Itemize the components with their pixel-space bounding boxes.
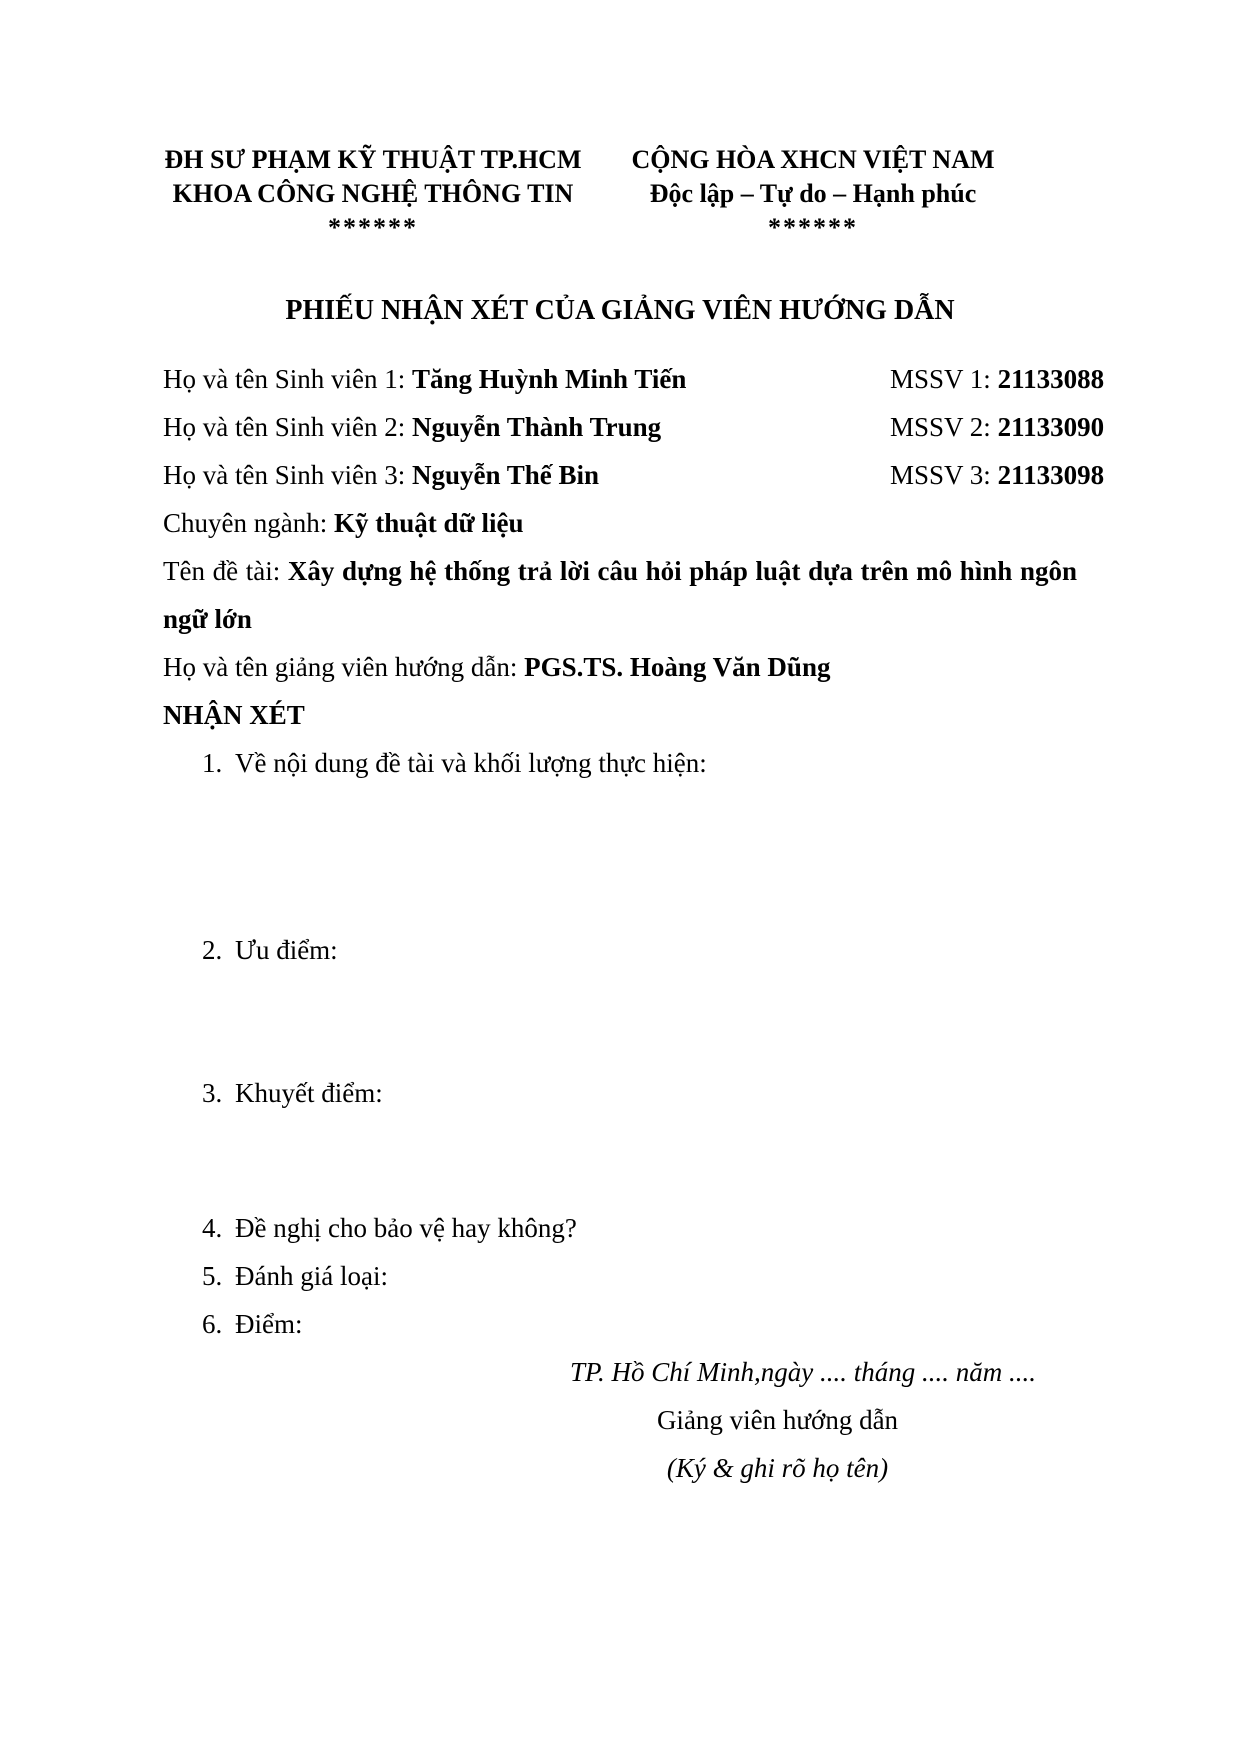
header-right-separator: ****** (768, 213, 858, 242)
list-item-5 (163, 1252, 1077, 1300)
mssv-2-value: 21133090 (997, 412, 1105, 442)
item-5-number: 5. (202, 1261, 223, 1291)
student-3 (163, 451, 890, 499)
major-line (163, 499, 1077, 547)
list-item-4 (163, 1204, 1077, 1252)
list-item-6 (163, 1300, 1077, 1348)
item-6-number: 6. (202, 1309, 223, 1339)
item-4-number: 4. (202, 1213, 223, 1243)
header-left-separator: ****** (328, 213, 418, 242)
section-heading: NHẬN XÉT (163, 700, 305, 730)
major-value: Kỹ thuật dữ liệu (333, 508, 524, 538)
student-2-label: Họ và tên Sinh viên 2: (163, 412, 412, 442)
signer-role: Giảng viên hướng dẫn (656, 1405, 899, 1435)
page-title: PHIẾU NHẬN XÉT CỦA GIẢNG VIÊN HƯỚNG DẪN (285, 295, 955, 326)
list-item-3 (163, 1069, 1077, 1117)
student-2 (163, 403, 890, 451)
university-name: ĐH SƯ PHẠM KỸ THUẬT TP.HCM (164, 145, 582, 174)
signature-note: (Ký & ghi rõ họ tên) (666, 1453, 889, 1483)
item-2-text: Ưu điểm: (235, 935, 338, 965)
major-label: Chuyên ngành: (163, 508, 334, 538)
item-2-number: 2. (202, 935, 223, 965)
signature-block (570, 1348, 1037, 1492)
student-1-mssv (890, 355, 1104, 403)
item-5-text: Đánh giá loại: (235, 1261, 388, 1291)
national-motto-header (583, 143, 1043, 245)
item-6-text: Điểm: (235, 1309, 303, 1339)
item-1-text: Về nội dung đề tài và khối lượng thực hiện: (235, 748, 707, 778)
dateline: TP. Hồ Chí Minh,ngày .... tháng .... năm .... (570, 1357, 1037, 1387)
faculty-name: KHOA CÔNG NGHỆ THÔNG TIN (172, 179, 574, 208)
advisor-value: PGS.TS. Hoàng Văn Dũng (524, 652, 831, 682)
student-row-1 (163, 355, 1105, 403)
item-1-number: 1. (202, 748, 223, 778)
student-1-name: Tăng Huỳnh Minh Tiến (411, 364, 687, 394)
document-header (163, 143, 1077, 245)
advisor-line (163, 643, 1077, 691)
university-header (163, 143, 583, 245)
topic-line (163, 547, 1077, 643)
mssv-3-label: MSSV 3: (890, 460, 998, 490)
student-3-mssv (890, 451, 1104, 499)
mssv-1-label: MSSV 1: (890, 364, 998, 394)
student-2-mssv (890, 403, 1104, 451)
student-row-2 (163, 403, 1105, 451)
motto-line: Độc lập – Tự do – Hạnh phúc (649, 179, 977, 208)
list-item-1 (163, 739, 1077, 787)
student-2-name: Nguyễn Thành Trung (411, 412, 662, 442)
list-item-2 (163, 926, 1077, 974)
student-1 (163, 355, 890, 403)
student-3-label: Họ và tên Sinh viên 3: (163, 460, 412, 490)
topic-label: Tên đề tài: (163, 556, 288, 586)
item-3-text: Khuyết điểm: (235, 1078, 383, 1108)
item-4-text: Đề nghị cho bảo vệ hay không? (235, 1213, 577, 1243)
mssv-3-value: 21133098 (997, 460, 1105, 490)
student-row-3 (163, 451, 1105, 499)
student-3-name: Nguyễn Thế Bin (411, 460, 600, 490)
advisor-label: Họ và tên giảng viên hướng dẫn: (163, 652, 525, 682)
topic-value: Xây dựng hệ thống trả lời câu hỏi pháp luật dựa trên mô hình ngôn ngữ lớn (163, 556, 1078, 634)
item-3-number: 3. (202, 1078, 223, 1108)
country-name: CỘNG HÒA XHCN VIỆT NAM (631, 145, 995, 174)
mssv-2-label: MSSV 2: (890, 412, 998, 442)
student-1-label: Họ và tên Sinh viên 1: (163, 364, 412, 394)
mssv-1-value: 21133088 (997, 364, 1105, 394)
